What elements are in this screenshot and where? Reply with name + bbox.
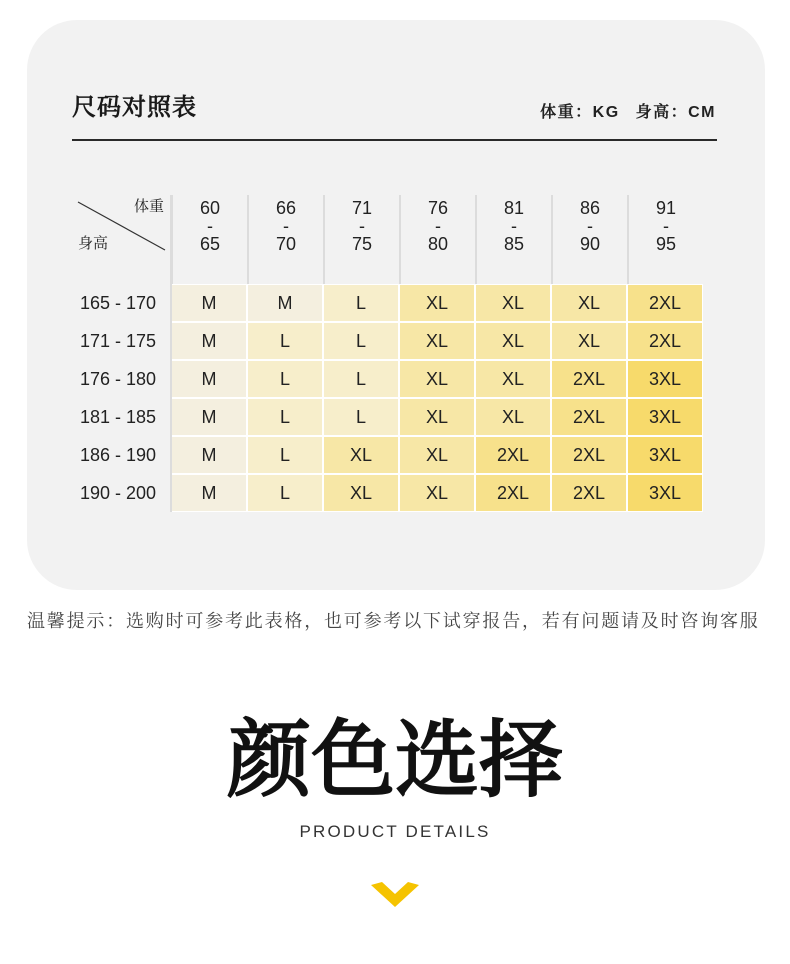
table-corner-cell — [72, 195, 171, 284]
size-cell: XL — [399, 436, 475, 474]
table-row — [72, 284, 703, 322]
title-underline — [72, 139, 717, 141]
table-row — [72, 360, 703, 398]
weight-column-header — [551, 195, 627, 284]
weight-column-header — [171, 195, 247, 284]
weight-column-header — [627, 195, 703, 284]
size-cell: 3XL — [627, 360, 703, 398]
size-cell: M — [171, 284, 247, 322]
chevron-shape — [371, 882, 419, 907]
size-cell: M — [171, 474, 247, 512]
weight-max: 80 — [427, 234, 449, 254]
tip-text: 温馨提示：选购时可参考此表格，也可参考以下试穿报告，若有问题请及时咨询客服 — [27, 611, 760, 631]
size-cell: L — [247, 360, 323, 398]
weight-range-separator: - — [511, 216, 517, 236]
size-cell: XL — [475, 360, 551, 398]
size-cell: L — [323, 398, 399, 436]
weight-column-header — [399, 195, 475, 284]
height-unit: 身高：CM — [635, 104, 716, 121]
size-cell: 3XL — [627, 398, 703, 436]
size-cell: M — [171, 436, 247, 474]
weight-min: 71 — [351, 198, 373, 218]
size-cell: 2XL — [627, 284, 703, 322]
size-cell: 2XL — [627, 322, 703, 360]
size-cell: XL — [399, 474, 475, 512]
size-cell: 2XL — [475, 474, 551, 512]
size-cell: L — [323, 284, 399, 322]
size-cell: M — [171, 360, 247, 398]
size-cell: L — [323, 322, 399, 360]
size-cell: XL — [551, 322, 627, 360]
weight-range-separator: - — [587, 216, 593, 236]
row-height-label: 171 - 175 — [80, 330, 157, 351]
size-cell: 3XL — [627, 474, 703, 512]
size-table — [72, 195, 703, 512]
weight-max: 65 — [199, 234, 221, 254]
weight-max: 85 — [503, 234, 525, 254]
size-cell: L — [323, 360, 399, 398]
table-row — [72, 398, 703, 436]
weight-unit: 体重：KG — [540, 104, 620, 121]
weight-range-separator: - — [435, 216, 441, 236]
weight-min: 76 — [427, 198, 449, 218]
table-header-row — [72, 195, 703, 284]
weight-column-header — [247, 195, 323, 284]
size-chart-card — [27, 20, 765, 590]
weight-column-header — [475, 195, 551, 284]
table-row — [72, 474, 703, 512]
size-cell: 2XL — [551, 436, 627, 474]
table-body — [72, 284, 703, 512]
weight-min: 66 — [275, 198, 297, 218]
weight-range-separator: - — [663, 216, 669, 236]
row-height-label: 190 - 200 — [80, 482, 157, 503]
size-cell: XL — [399, 322, 475, 360]
size-cell: L — [247, 474, 323, 512]
size-cell: XL — [399, 360, 475, 398]
size-cell: XL — [475, 322, 551, 360]
weight-min: 60 — [199, 198, 221, 218]
weight-max: 75 — [351, 234, 373, 254]
weight-max: 90 — [579, 234, 601, 254]
weight-max: 95 — [655, 234, 677, 254]
weight-min: 86 — [579, 198, 601, 218]
weight-min: 81 — [503, 198, 525, 218]
weight-max: 70 — [275, 234, 297, 254]
size-cell: XL — [475, 398, 551, 436]
size-cell: 2XL — [551, 360, 627, 398]
size-cell: L — [247, 398, 323, 436]
size-cell: 2XL — [551, 398, 627, 436]
size-cell: L — [247, 322, 323, 360]
row-height-label: 181 - 185 — [80, 406, 157, 427]
size-cell: XL — [323, 474, 399, 512]
section-title: 颜色选择 — [226, 713, 563, 807]
size-cell: M — [247, 284, 323, 322]
table-row — [72, 322, 703, 360]
size-cell: XL — [323, 436, 399, 474]
chevron-down-icon — [371, 882, 419, 908]
size-cell: 2XL — [475, 436, 551, 474]
size-cell: L — [247, 436, 323, 474]
size-chart-title: 尺码对照表 — [72, 94, 197, 121]
row-height-label: 165 - 170 — [80, 292, 157, 313]
size-cell: 3XL — [627, 436, 703, 474]
size-cell: XL — [399, 284, 475, 322]
size-cell: 2XL — [551, 474, 627, 512]
section-subtitle: PRODUCT DETAILS — [299, 822, 491, 841]
row-height-label: 176 - 180 — [80, 368, 157, 389]
size-cell: XL — [475, 284, 551, 322]
weight-column-header — [323, 195, 399, 284]
size-cell: M — [171, 398, 247, 436]
table-row — [72, 436, 703, 474]
weight-range-separator: - — [207, 216, 213, 236]
units-legend — [540, 104, 716, 122]
weight-min: 91 — [655, 198, 677, 218]
size-cell: XL — [399, 398, 475, 436]
size-cell: M — [171, 322, 247, 360]
column-divider — [170, 195, 172, 512]
size-cell: XL — [551, 284, 627, 322]
weight-range-separator: - — [359, 216, 365, 236]
row-height-label: 186 - 190 — [80, 444, 157, 465]
weight-range-separator: - — [283, 216, 289, 236]
corner-height-label: 身高 — [78, 235, 109, 252]
corner-weight-label: 体重 — [133, 198, 164, 215]
